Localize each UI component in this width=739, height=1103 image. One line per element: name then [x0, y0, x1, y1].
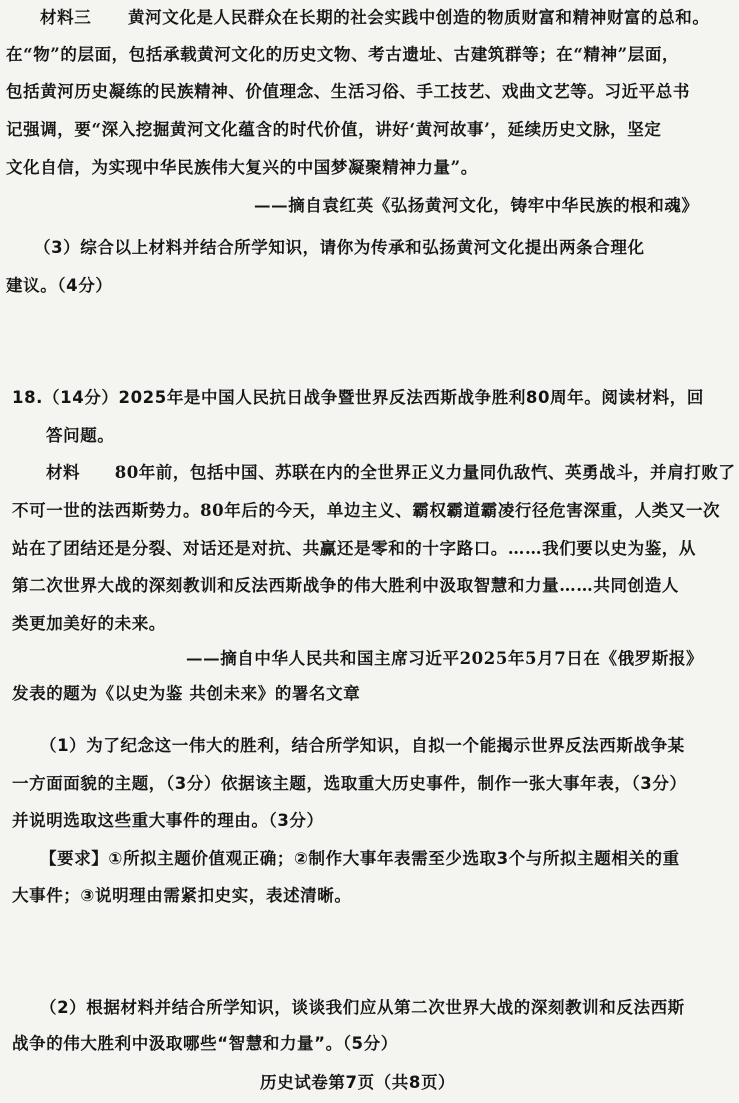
question-18-header: 答问题。 [46, 426, 115, 445]
requirement-line: 【要求】①所拟主题价值观正确；②制作大事年表需至少选取3个与所拟主题相关的重 [40, 849, 680, 868]
q18-material-label: 材料 [46, 463, 81, 482]
material3-source: ——摘自袁红英《弘扬黄河文化，铸牢中华民族的根和魂》 [254, 196, 699, 215]
q18-source-line: ——摘自中华人民共和国主席习近平2025年5月7日在《俄罗斯报》 [186, 649, 704, 668]
question-18-header: 18.（14分）2025年是中国人民抗日战争暨世界反法西斯战争胜利80周年。阅读材料，回 [12, 388, 704, 407]
question-18-1-line: 并说明选取这些重大事件的理由。（3分） [12, 811, 324, 830]
q18-material-first-line [46, 465, 735, 482]
q18-material-line: 80年前，包括中国、苏联在内的全世界正义力量同仇敌忾、英勇战斗，并肩打败了 [114, 463, 736, 482]
question-18-2-line: 战争的伟大胜利中汲取哪些“智慧和力量”。（5分） [12, 1034, 398, 1053]
material3-first-line [40, 10, 709, 27]
question-17-3-line: （3）综合以上材料并结合所学知识，请你为传承和弘扬黄河文化提出两条合理化 [34, 238, 645, 257]
q18-material-line: 站在了团结还是分裂、对话还是对抗、共赢还是零和的十字路口。……我们要以史为鉴，从 [12, 539, 696, 558]
material3-text-line: 黄河文化是人民群众在长期的社会实践中创造的物质财富和精神财富的总和。 [128, 8, 710, 27]
requirement-line: 大事件；③说明理由需紧扣史实，表述清晰。 [12, 886, 352, 905]
material3-text-line: 在“物”的层面，包括承载黄河文化的历史文物、考古遗址、古建筑群等；在“精神”层面， [6, 45, 680, 64]
material3-text-line: 文化自信，为实现中华民族伟大复兴的中国梦凝聚精神力量”。 [6, 158, 478, 177]
question-18-2-line: （2）根据材料并结合所学知识，谈谈我们应从第二次世界大战的深刻教训和反法西斯 [40, 998, 685, 1017]
question-18-1-line: （1）为了纪念这一伟大的胜利，结合所学知识，自拟一个能揭示世界反法西斯战争某 [40, 736, 685, 755]
page-footer: 历史试卷第7页（共8页） [260, 1073, 456, 1092]
q18-material-line: 第二次世界大战的深刻教训和反法西斯战争的伟大胜利中汲取智慧和力量……共同创造人 [12, 576, 679, 595]
material3-text-line: 记强调，要“深入挖掘黄河文化蕴含的时代价值，讲好‘黄河故事’，延续历史文脉，坚定 [6, 120, 662, 139]
material3-text-line: 包括黄河历史凝练的民族精神、价值理念、生活习俗、手工技艺、戏曲文艺等。习近平总书 [6, 82, 690, 101]
question-18-1-line: 一方面面貌的主题，（3分）依据该主题，选取重大历史事件，制作一张大事年表，（3分） [12, 774, 687, 793]
question-17-3-line: 建议。（4分） [6, 276, 113, 295]
q18-source-line: 发表的题为《以史为鉴 共创未来》的署名文章 [12, 684, 361, 703]
material3-label: 材料三 [40, 8, 92, 27]
q18-material-line: 不可一世的法西斯势力。80年后的今天，单边主义、霸权霸道霸凌行径危害深重，人类又一次 [12, 501, 721, 520]
q18-material-line: 类更加美好的未来。 [12, 614, 166, 633]
